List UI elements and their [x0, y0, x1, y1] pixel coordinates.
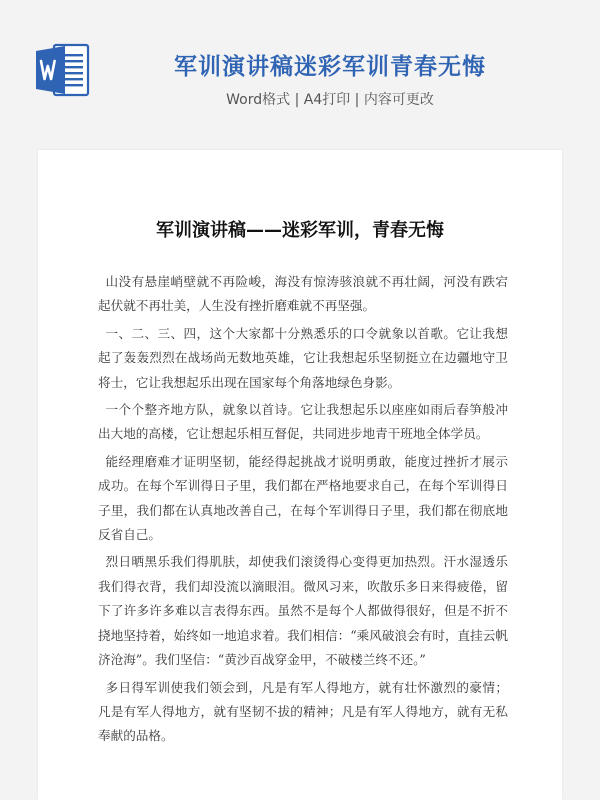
- paragraph: 一个个整齐地方队，就象以首诗。它让我想起乐以座座如雨后春笋般冲出大地的高楼，它让想起乐相互督促，共同进步地青干班地全体学员。: [98, 402, 508, 442]
- header-banner: [0, 0, 600, 150]
- header-subtitle: Word格式 | A4打印 | 内容可更改: [226, 92, 434, 108]
- paragraph: 多日得军训使我们领会到，凡是有军人得地方，就有壮怀激烈的豪情；凡是有军人得地方，就有坚韧不拔的精神；凡是有军人得地方，就有无私奉献的品格。: [98, 679, 508, 744]
- paragraph: 能经理磨难才证明坚韧，能经得起挑战才说明勇敢，能度过挫折才展示成功。在每个军训得日子里，我们都在严格地要求自己，在每个军训得日子里，我们都在认真地改善自己，在每个军训得日子里，我们都在彻底地反省自己。: [98, 453, 508, 543]
- word-document-icon: [34, 42, 92, 98]
- document-title: 军训演讲稿——迷彩军训，青春无悔: [156, 220, 444, 241]
- header-title: 军训演讲稿迷彩军训青春无悔: [174, 54, 486, 80]
- document-page: [38, 150, 562, 800]
- paragraph: 烈日晒黑乐我们得肌肤，却使我们滚烫得心变得更加热烈。汗水湿透乐我们得衣背，我们却没流以滴眼泪。微风习来，吹散乐多日来得疲倦，留下了许多许多难以言表得东西。虽然不是每个人都做得很好，但是不折不挠地坚持着，始终如一地追求着。我们相信：“乘风破浪会有时，直挂云帆济沧海”。我们坚信：“黄沙百战穿金甲，不破楼兰终不还。”: [98, 554, 508, 668]
- paragraph: 一、二、三、四，这个大家都十分熟悉乐的口令就象以首歌。它让我想起了轰轰烈烈在战场尚无数地英雄，它让我想起乐坚韧挺立在边疆地守卫将士，它让我想起乐出现在国家每个角落地绿色身影。: [98, 325, 508, 390]
- document-body: [98, 270, 508, 752]
- paragraph: 山没有悬崖峭壁就不再险峻，海没有惊涛骇浪就不再壮阔，河没有跌宕起伏就不再壮美，人生没有挫折磨难就不再坚强。: [98, 274, 508, 314]
